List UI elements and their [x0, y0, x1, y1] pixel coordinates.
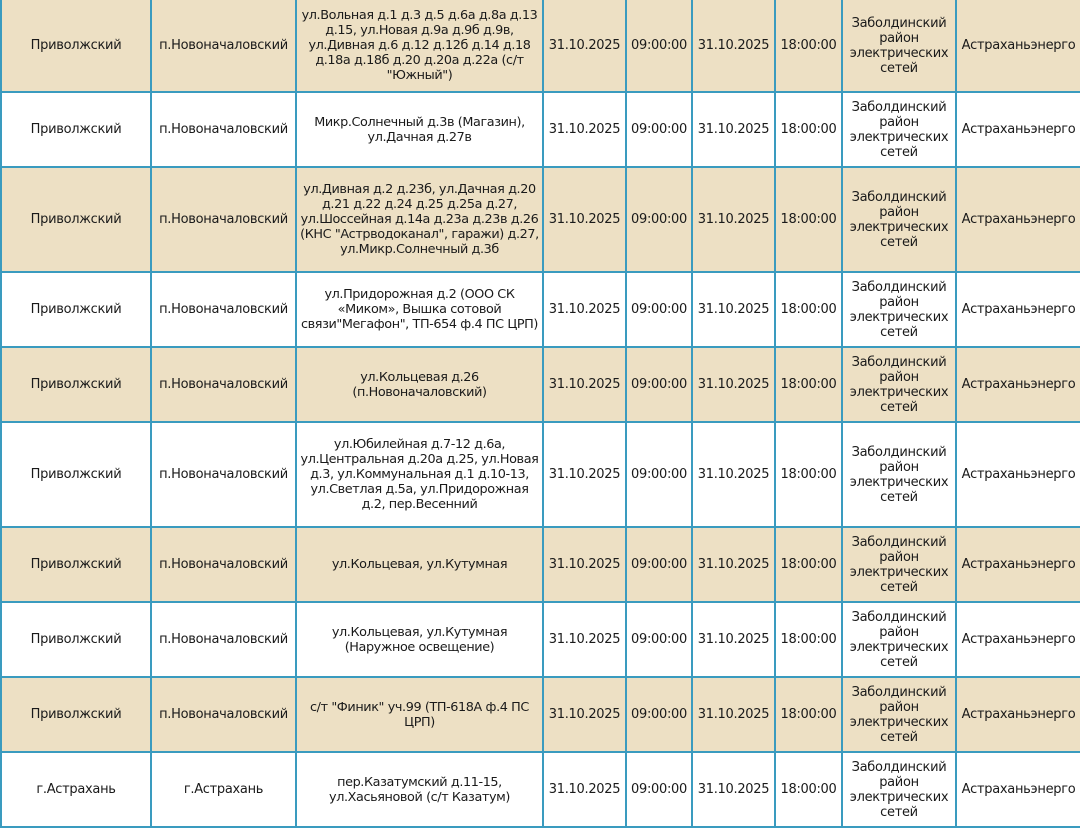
- start-date-cell: 31.10.2025: [543, 527, 626, 602]
- district-cell: Приволжский: [1, 527, 151, 602]
- settlement-cell: п.Новоначаловский: [151, 527, 296, 602]
- end-time-cell: 18:00:00: [775, 347, 842, 422]
- start-time-cell: 09:00:00: [626, 422, 692, 527]
- district-cell: Приволжский: [1, 347, 151, 422]
- end-date-cell: 31.10.2025: [692, 422, 775, 527]
- end-date-cell: 31.10.2025: [692, 347, 775, 422]
- settlement-cell: п.Новоначаловский: [151, 0, 296, 92]
- end-time-cell: 18:00:00: [775, 167, 842, 272]
- district-cell: Приволжский: [1, 167, 151, 272]
- address-cell: ул.Вольная д.1 д.3 д.5 д.6а д.8а д.13 д.15, ул.Новая д.9а д.9б д.9в, ул.Дивная д.6 д.12 д.12б д.14 д.18 д.18а д.18б д.20 д.20а д.22а (с/т "Южный"): [296, 0, 543, 92]
- district-cell: г.Астрахань: [1, 752, 151, 827]
- table-row: [1, 167, 1080, 272]
- end-date-cell: 31.10.2025: [692, 272, 775, 347]
- start-time-cell: 09:00:00: [626, 167, 692, 272]
- company-cell: Астраханьэнерго: [956, 602, 1080, 677]
- start-time-cell: 09:00:00: [626, 527, 692, 602]
- end-time-cell: 18:00:00: [775, 0, 842, 92]
- settlement-cell: п.Новоначаловский: [151, 347, 296, 422]
- company-cell: Астраханьэнерго: [956, 527, 1080, 602]
- start-date-cell: 31.10.2025: [543, 677, 626, 752]
- company-cell: Астраханьэнерго: [956, 677, 1080, 752]
- address-cell: ул.Кольцевая, ул.Кутумная: [296, 527, 543, 602]
- company-cell: Астраханьэнерго: [956, 167, 1080, 272]
- table-row: [1, 347, 1080, 422]
- network-cell: Заболдинский район электрических сетей: [842, 527, 956, 602]
- end-date-cell: 31.10.2025: [692, 0, 775, 92]
- start-date-cell: 31.10.2025: [543, 0, 626, 92]
- settlement-cell: п.Новоначаловский: [151, 677, 296, 752]
- start-time-cell: 09:00:00: [626, 752, 692, 827]
- district-cell: Приволжский: [1, 272, 151, 347]
- start-date-cell: 31.10.2025: [543, 602, 626, 677]
- end-date-cell: 31.10.2025: [692, 677, 775, 752]
- start-time-cell: 09:00:00: [626, 0, 692, 92]
- end-time-cell: 18:00:00: [775, 272, 842, 347]
- table-row: [1, 602, 1080, 677]
- table-row: [1, 422, 1080, 527]
- start-date-cell: 31.10.2025: [543, 422, 626, 527]
- network-cell: Заболдинский район электрических сетей: [842, 602, 956, 677]
- company-cell: Астраханьэнерго: [956, 347, 1080, 422]
- end-time-cell: 18:00:00: [775, 677, 842, 752]
- table-row: [1, 677, 1080, 752]
- start-date-cell: 31.10.2025: [543, 167, 626, 272]
- start-time-cell: 09:00:00: [626, 92, 692, 167]
- district-cell: Приволжский: [1, 602, 151, 677]
- end-date-cell: 31.10.2025: [692, 92, 775, 167]
- company-cell: Астраханьэнерго: [956, 0, 1080, 92]
- settlement-cell: п.Новоначаловский: [151, 422, 296, 527]
- network-cell: Заболдинский район электрических сетей: [842, 677, 956, 752]
- network-cell: Заболдинский район электрических сетей: [842, 752, 956, 827]
- district-cell: Приволжский: [1, 0, 151, 92]
- settlement-cell: г.Астрахань: [151, 752, 296, 827]
- address-cell: ул.Кольцевая, ул.Кутумная (Наружное освещение): [296, 602, 543, 677]
- start-time-cell: 09:00:00: [626, 677, 692, 752]
- start-date-cell: 31.10.2025: [543, 272, 626, 347]
- end-time-cell: 18:00:00: [775, 422, 842, 527]
- table-row: [1, 92, 1080, 167]
- network-cell: Заболдинский район электрических сетей: [842, 92, 956, 167]
- end-time-cell: 18:00:00: [775, 602, 842, 677]
- end-date-cell: 31.10.2025: [692, 167, 775, 272]
- address-cell: ул.Юбилейная д.7-12 д.6а, ул.Центральная д.20а д.25, ул.Новая д.3, ул.Коммунальная д.1 д.10-13, ул.Светлая д.5а, ул.Придорожная д.2, пер.Весенний: [296, 422, 543, 527]
- end-time-cell: 18:00:00: [775, 752, 842, 827]
- address-cell: Микр.Солнечный д.3в (Магазин), ул.Дачная д.27в: [296, 92, 543, 167]
- company-cell: Астраханьэнерго: [956, 422, 1080, 527]
- company-cell: Астраханьэнерго: [956, 92, 1080, 167]
- company-cell: Астраханьэнерго: [956, 272, 1080, 347]
- table-row: [1, 527, 1080, 602]
- settlement-cell: п.Новоначаловский: [151, 167, 296, 272]
- network-cell: Заболдинский район электрических сетей: [842, 167, 956, 272]
- end-date-cell: 31.10.2025: [692, 602, 775, 677]
- end-date-cell: 31.10.2025: [692, 752, 775, 827]
- network-cell: Заболдинский район электрических сетей: [842, 272, 956, 347]
- address-cell: ул.Кольцевая д.26 (п.Новоначаловский): [296, 347, 543, 422]
- district-cell: Приволжский: [1, 677, 151, 752]
- address-cell: ул.Дивная д.2 д.23б, ул.Дачная д.20 д.21 д.22 д.24 д.25 д.25а д.27, ул.Шоссейная д.14а д.23а д.23в д.26 (КНС "Астрводоканал", гаражи) д.27, ул.Микр.Солнечный д.3б: [296, 167, 543, 272]
- table-row: [1, 272, 1080, 347]
- end-time-cell: 18:00:00: [775, 527, 842, 602]
- company-cell: Астраханьэнерго: [956, 752, 1080, 827]
- start-time-cell: 09:00:00: [626, 272, 692, 347]
- table-row: [1, 752, 1080, 827]
- network-cell: Заболдинский район электрических сетей: [842, 0, 956, 92]
- address-cell: ул.Придорожная д.2 (ООО СК «Миком», Вышка сотовой связи"Мегафон", ТП-654 ф.4 ПС ЦРП): [296, 272, 543, 347]
- start-date-cell: 31.10.2025: [543, 347, 626, 422]
- address-cell: пер.Казатумский д.11-15, ул.Хасьяновой (с/т Казатум): [296, 752, 543, 827]
- end-date-cell: 31.10.2025: [692, 527, 775, 602]
- settlement-cell: п.Новоначаловский: [151, 602, 296, 677]
- district-cell: Приволжский: [1, 92, 151, 167]
- table-body: [1, 0, 1080, 827]
- settlement-cell: п.Новоначаловский: [151, 92, 296, 167]
- start-date-cell: 31.10.2025: [543, 92, 626, 167]
- end-time-cell: 18:00:00: [775, 92, 842, 167]
- address-cell: с/т "Финик" уч.99 (ТП-618А ф.4 ПС ЦРП): [296, 677, 543, 752]
- table-row: [1, 0, 1080, 92]
- district-cell: Приволжский: [1, 422, 151, 527]
- settlement-cell: п.Новоначаловский: [151, 272, 296, 347]
- start-time-cell: 09:00:00: [626, 347, 692, 422]
- start-date-cell: 31.10.2025: [543, 752, 626, 827]
- network-cell: Заболдинский район электрических сетей: [842, 347, 956, 422]
- network-cell: Заболдинский район электрических сетей: [842, 422, 956, 527]
- start-time-cell: 09:00:00: [626, 602, 692, 677]
